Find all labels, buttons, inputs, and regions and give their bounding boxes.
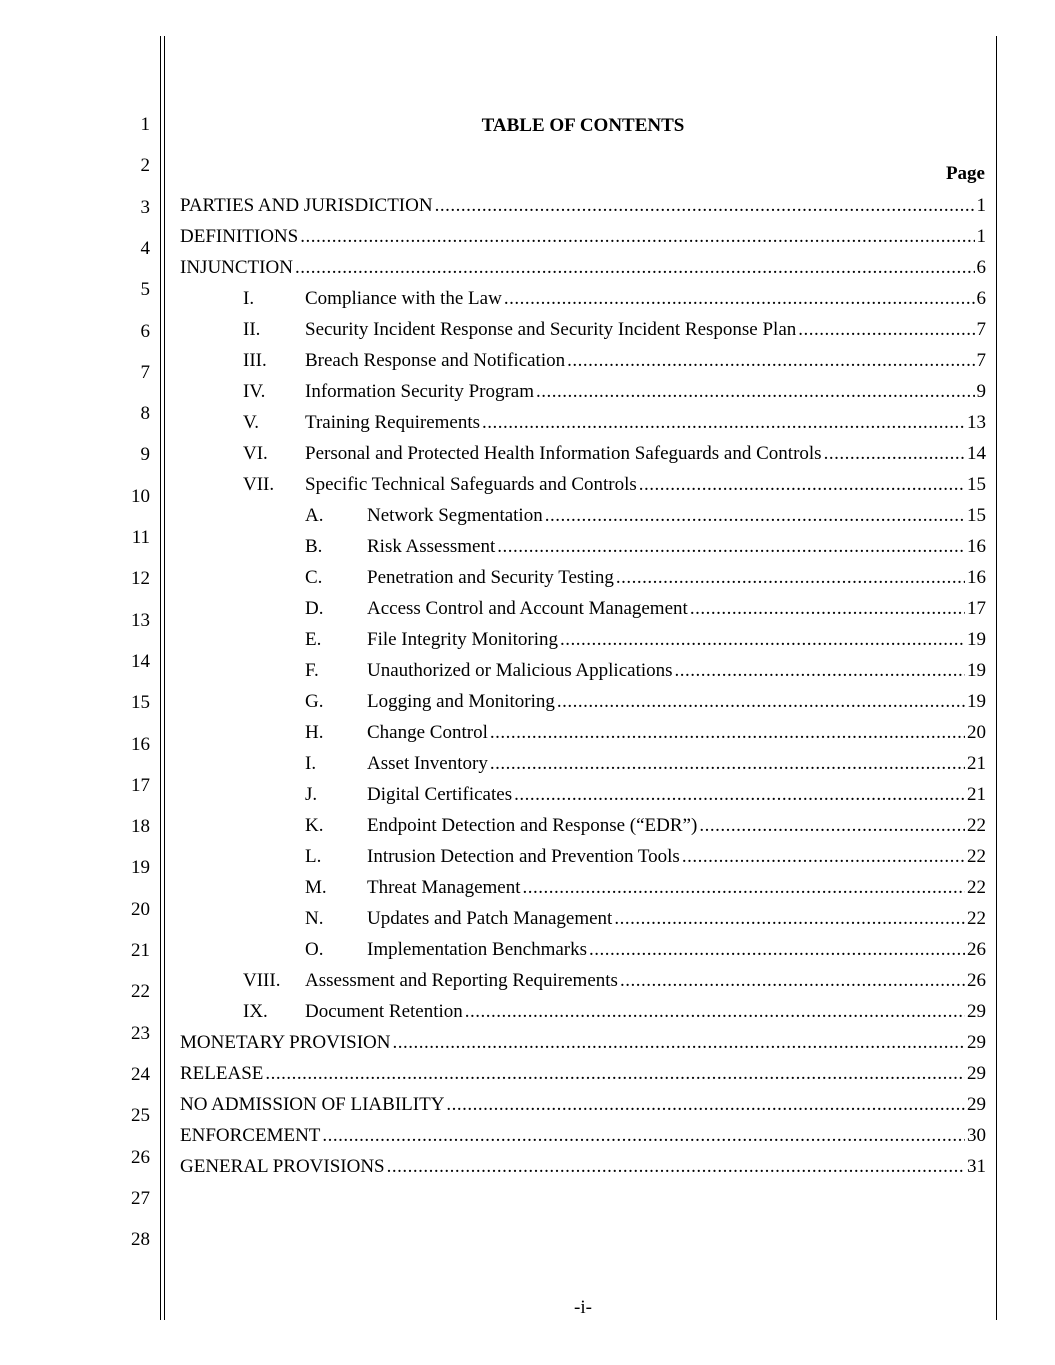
toc-entry-number: V.	[243, 412, 260, 433]
page-column-heading: Page	[945, 163, 985, 184]
line-number: 23	[131, 1022, 150, 1044]
toc-entry-title: Document Retention	[305, 1001, 463, 1022]
toc-entry-title: ENFORCEMENT	[180, 1125, 321, 1146]
line-number: 17	[131, 774, 150, 796]
toc-entry-page: 22	[967, 815, 986, 836]
toc-entry-title: Security Incident Response and Security Incident Response Plan	[305, 319, 797, 340]
toc-entry-page: 6	[976, 288, 986, 309]
line-number: 3	[140, 196, 150, 218]
toc-leader-dots	[465, 1000, 965, 1024]
toc-leader-dots	[682, 845, 965, 869]
toc-entry	[305, 597, 986, 621]
toc-leader-dots	[639, 473, 965, 497]
toc-entry-title: Assessment and Reporting Requirements	[305, 970, 618, 991]
toc-entry-title: MONETARY PROVISION	[180, 1032, 391, 1053]
toc-entry	[180, 1031, 986, 1055]
toc-entry-number: I.	[305, 753, 317, 774]
toc-entry-number: L.	[305, 846, 322, 867]
line-number: 13	[131, 609, 150, 631]
toc-entry-number: III.	[243, 350, 267, 371]
toc-leader-dots	[536, 380, 974, 404]
toc-entry-page: 29	[967, 1094, 986, 1115]
toc-leader-dots	[392, 1031, 965, 1055]
toc-entry	[243, 1000, 986, 1024]
toc-entry-page: 1	[976, 226, 986, 247]
line-number: 27	[131, 1187, 150, 1209]
line-number: 22	[131, 981, 150, 1003]
line-number: 14	[131, 650, 150, 672]
toc-leader-dots	[295, 256, 975, 280]
toc-leader-dots	[545, 504, 965, 528]
toc-entry-page: 22	[967, 908, 986, 929]
toc-entry	[180, 1062, 986, 1086]
toc-entry-title: NO ADMISSION OF LIABILITY	[180, 1094, 445, 1115]
toc-entry-number: A.	[305, 505, 324, 526]
toc-entry-page: 22	[967, 877, 986, 898]
toc-entry-page: 29	[967, 1001, 986, 1022]
toc-entry-number: M.	[305, 877, 327, 898]
toc-entry-number: C.	[305, 567, 323, 588]
toc-entry	[305, 535, 986, 559]
toc-entry-number: IV.	[243, 381, 266, 402]
toc-entry-number: F.	[305, 660, 319, 681]
toc-entry-number: H.	[305, 722, 324, 743]
toc-entry-title: Asset Inventory	[367, 753, 488, 774]
toc-entry-title: INJUNCTION	[180, 257, 293, 278]
line-number: 10	[131, 485, 150, 507]
toc-entry-title: Network Segmentation	[367, 505, 543, 526]
toc-entry-title: Penetration and Security Testing	[367, 567, 614, 588]
toc-leader-dots	[514, 783, 965, 807]
line-number: 26	[131, 1146, 150, 1168]
toc-entry-page: 31	[967, 1156, 986, 1177]
line-number: 4	[140, 237, 150, 259]
toc-entry-number: II.	[243, 319, 261, 340]
toc-entry-title: Breach Response and Notification	[305, 350, 566, 371]
line-number: 8	[140, 403, 150, 425]
toc-entry-page: 16	[967, 567, 986, 588]
toc-entry-title: File Integrity Monitoring	[367, 629, 559, 650]
toc-leader-dots	[589, 938, 965, 962]
toc-entry	[243, 349, 986, 373]
toc-entry-page: 26	[967, 939, 986, 960]
toc-entry-title: Risk Assessment	[367, 536, 496, 557]
toc-entry-page: 15	[967, 505, 986, 526]
toc-entry	[243, 411, 986, 435]
toc-entry-number: D.	[305, 598, 324, 619]
line-number: 16	[131, 733, 150, 755]
toc-entry-page: 9	[976, 381, 986, 402]
toc-entry-title: Training Requirements	[305, 412, 481, 433]
line-number: 9	[140, 444, 150, 466]
toc-entry	[305, 876, 986, 900]
left-margin-rule-outer	[160, 36, 161, 1320]
toc-leader-dots	[557, 690, 965, 714]
line-number: 2	[140, 155, 150, 177]
toc-entry-number: I.	[243, 288, 255, 309]
toc-entry-title: Updates and Patch Management	[367, 908, 613, 929]
toc-leader-dots	[482, 411, 965, 435]
line-number: 15	[131, 692, 150, 714]
toc-entry-page: 19	[967, 660, 986, 681]
right-margin-rule	[996, 36, 997, 1320]
line-number: 24	[131, 1063, 150, 1085]
toc-leader-dots	[824, 442, 965, 466]
toc-entry-title: Digital Certificates	[367, 784, 513, 805]
toc-entry-page: 7	[976, 350, 986, 371]
toc-entry	[305, 783, 986, 807]
toc-leader-dots	[300, 225, 974, 249]
toc-entry-number: E.	[305, 629, 322, 650]
toc-entry-page: 19	[967, 629, 986, 650]
toc-entry-title: RELEASE	[180, 1063, 264, 1084]
left-margin-rule-inner	[164, 36, 165, 1320]
line-number: 20	[131, 898, 150, 920]
toc-entry-title: DEFINITIONS	[180, 226, 299, 247]
toc-entry-page: 19	[967, 691, 986, 712]
toc-entry	[305, 907, 986, 931]
toc-leader-dots	[322, 1124, 965, 1148]
toc-entry	[243, 473, 986, 497]
line-number: 1	[140, 114, 150, 135]
toc-entry-number: O.	[305, 939, 324, 960]
toc-entry	[180, 225, 986, 249]
toc-entry	[180, 1124, 986, 1148]
toc-entry	[180, 1155, 986, 1179]
toc-leader-dots	[387, 1155, 965, 1179]
toc-entry-title: Change Control	[367, 722, 488, 743]
toc-entry-number: VIII.	[243, 970, 281, 991]
toc-entry-page: 30	[967, 1125, 986, 1146]
toc-entry-number: B.	[305, 536, 323, 557]
line-number: 28	[131, 1229, 150, 1251]
toc-entry	[180, 1093, 986, 1117]
toc-entry-page: 17	[967, 598, 986, 619]
toc-entry-title: Intrusion Detection and Prevention Tools	[367, 846, 680, 867]
toc-entry-number: IX.	[243, 1001, 268, 1022]
toc-entry	[243, 287, 986, 311]
toc-entry-page: 16	[967, 536, 986, 557]
toc-entry-page: 22	[967, 846, 986, 867]
toc-leader-dots	[567, 349, 974, 373]
toc-entry	[180, 256, 986, 280]
line-number: 21	[131, 940, 150, 961]
line-number: 25	[131, 1105, 150, 1127]
toc-entry	[305, 938, 986, 962]
toc-leader-dots	[690, 597, 965, 621]
toc-leader-dots	[675, 659, 965, 683]
toc-entry	[305, 659, 986, 683]
toc-entry-title: Threat Management	[367, 877, 521, 898]
toc-entry	[305, 566, 986, 590]
toc-leader-dots	[560, 628, 965, 652]
toc-entry-page: 29	[967, 1063, 986, 1084]
toc-entry-number: VI.	[243, 443, 268, 464]
toc-entry-title: Unauthorized or Malicious Applications	[367, 660, 673, 681]
toc-entry	[305, 504, 986, 528]
toc-entry-number: K.	[305, 815, 324, 836]
toc-entry-page: 26	[967, 970, 986, 991]
toc-leader-dots	[798, 318, 974, 342]
toc-entry-page: 21	[967, 784, 986, 805]
toc-entry-page: 1	[976, 195, 986, 216]
toc-entry-title: Endpoint Detection and Response (“EDR”)	[367, 815, 698, 836]
toc-entry-title: PARTIES AND JURISDICTION	[180, 195, 433, 216]
toc-entry	[305, 628, 986, 652]
toc-entry-page: 29	[967, 1032, 986, 1053]
toc-entry	[305, 814, 986, 838]
toc-entry-title: Information Security Program	[305, 381, 535, 402]
toc-leader-dots	[616, 566, 965, 590]
toc-leader-dots	[699, 814, 965, 838]
toc-entry	[180, 194, 986, 218]
toc-entry-title: GENERAL PROVISIONS	[180, 1156, 385, 1177]
page-footer: -i-	[574, 1297, 592, 1318]
toc-leader-dots	[446, 1093, 965, 1117]
toc-leader-dots	[435, 194, 975, 218]
toc-leader-dots	[497, 535, 965, 559]
toc-entry	[243, 969, 986, 993]
toc-leader-dots	[265, 1062, 965, 1086]
toc-leader-dots	[490, 721, 965, 745]
line-number: 7	[140, 361, 150, 383]
toc-entry-page: 13	[967, 412, 986, 433]
toc-entry-page: 6	[976, 257, 986, 278]
line-number: 19	[131, 857, 150, 879]
toc-entry-title: Access Control and Account Management	[367, 598, 688, 619]
toc-entry	[243, 380, 986, 404]
toc-entry-title: Personal and Protected Health Information Safeguards and Controls	[305, 443, 822, 464]
toc-entry-number: N.	[305, 908, 324, 929]
line-number: 18	[131, 816, 150, 838]
toc-entry	[243, 442, 986, 466]
toc-leader-dots	[620, 969, 965, 993]
toc-entry-number: G.	[305, 691, 324, 712]
line-number: 11	[131, 527, 150, 548]
toc-entry-title: Specific Technical Safeguards and Controls	[305, 474, 637, 495]
toc-entry-number: VII.	[243, 474, 275, 495]
toc-leader-dots	[614, 907, 965, 931]
toc-leader-dots	[490, 752, 965, 776]
toc-entry	[243, 318, 986, 342]
toc-entry-number: J.	[305, 784, 318, 805]
toc-entry	[305, 690, 986, 714]
document-title: TABLE OF CONTENTS	[481, 115, 685, 136]
toc-leader-dots	[504, 287, 975, 311]
toc-entry-page: 21	[967, 753, 986, 774]
toc-entry-title: Logging and Monitoring	[367, 691, 555, 712]
toc-leader-dots	[523, 876, 965, 900]
toc-entry-title: Implementation Benchmarks	[367, 939, 588, 960]
toc-entry-page: 14	[967, 443, 986, 464]
line-number: 12	[131, 568, 150, 590]
toc-entry-title: Compliance with the Law	[305, 288, 502, 309]
toc-entry-page: 7	[976, 319, 986, 340]
toc-entry	[305, 752, 986, 776]
toc-entry-page: 20	[967, 722, 986, 743]
line-number: 5	[140, 279, 150, 301]
line-number: 6	[140, 320, 150, 342]
toc-entry	[305, 845, 986, 869]
toc-entry	[305, 721, 986, 745]
toc-entry-page: 15	[967, 474, 986, 495]
